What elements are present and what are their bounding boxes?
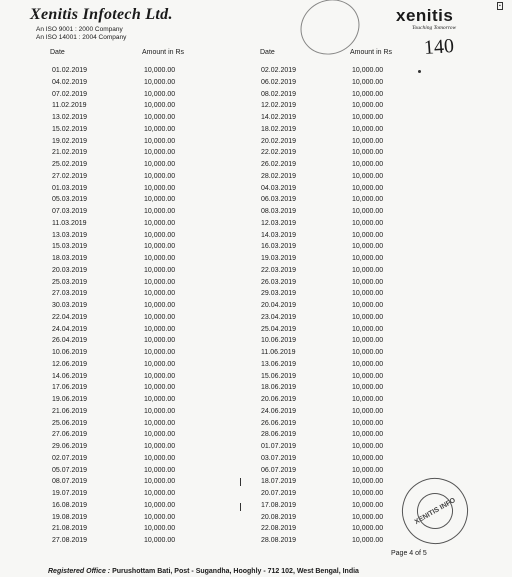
row-amount-1: 10,000.00 — [144, 231, 176, 239]
row-amount-1: 10,000.00 — [144, 243, 176, 251]
footer-address — [48, 568, 359, 575]
row-amount-1: 10,000.00 — [144, 525, 176, 533]
header-amount-2: Amount in Rs — [350, 49, 393, 56]
row-amount-2: 10,000.00 — [352, 466, 384, 474]
row-date-1: 04.02.2019 — [52, 78, 88, 86]
row-date-1: 08.07.2019 — [52, 478, 88, 486]
row-date-2: 15.06.2019 — [261, 372, 297, 380]
row-date-1: 20.03.2019 — [52, 266, 88, 274]
row-amount-1: 10,000.00 — [144, 184, 176, 192]
row-amount-1: 10,000.00 — [144, 431, 176, 439]
row-amount-1: 10,000.00 — [144, 208, 176, 215]
row-amount-1: 10,000.00 — [144, 466, 176, 474]
seal-inner-ring — [410, 486, 459, 535]
row-amount-2: 10,000.00 — [352, 396, 384, 403]
table-row — [0, 243, 512, 254]
row-amount-1: 10,000.00 — [144, 137, 176, 145]
logo-tagline: Touching Tomorrow — [412, 25, 457, 31]
row-amount-2: 10,000.00 — [352, 513, 384, 521]
iso-9001-line: An ISO 9001 : 2000 Company — [36, 26, 123, 33]
row-date-2: 20.02.2019 — [261, 137, 297, 145]
row-amount-2: 10,000.00 — [352, 149, 384, 157]
row-amount-2: 10,000.00 — [352, 125, 384, 133]
row-date-1: 19.08.2019 — [52, 513, 88, 521]
row-date-1: 27.06.2019 — [52, 431, 88, 439]
row-amount-1: 10,000.00 — [144, 501, 176, 509]
row-amount-1: 10,000.00 — [144, 266, 176, 274]
row-amount-2: 10,000.00 — [352, 407, 384, 415]
table-row — [0, 196, 512, 207]
row-amount-2: 10,000.00 — [352, 266, 384, 274]
page-number: Page 4 of 5 — [391, 550, 427, 557]
row-date-1: 07.02.2019 — [52, 90, 88, 98]
row-date-2: 23.04.2019 — [261, 313, 297, 321]
logo-badge: ▪ — [499, 3, 501, 9]
row-amount-2: 10,000.00 — [352, 67, 384, 74]
row-date-1: 05.03.2019 — [52, 196, 88, 204]
row-date-2: 18.07.2019 — [261, 478, 297, 486]
row-date-2: 06.07.2019 — [261, 466, 297, 474]
table-row — [0, 361, 512, 372]
row-amount-2: 10,000.00 — [352, 243, 384, 251]
row-date-2: 29.03.2019 — [261, 290, 297, 298]
row-date-2: 06.03.2019 — [261, 196, 297, 204]
row-amount-1: 10,000.00 — [144, 114, 176, 121]
row-amount-2: 10,000.00 — [352, 114, 384, 121]
row-amount-1: 10,000.00 — [144, 372, 176, 380]
row-date-2: 12.03.2019 — [261, 219, 297, 227]
table-row — [0, 431, 512, 442]
row-amount-2: 10,000.00 — [352, 78, 384, 86]
row-date-2: 26.06.2019 — [261, 419, 297, 427]
row-date-1: 27.08.2019 — [52, 537, 88, 544]
row-amount-1: 10,000.00 — [144, 255, 176, 262]
company-name: Xenitis Infotech Ltd. — [30, 6, 173, 23]
row-date-1: 30.03.2019 — [52, 302, 88, 309]
row-amount-1: 10,000.00 — [144, 196, 176, 204]
row-date-1: 27.02.2019 — [52, 172, 88, 180]
row-amount-2: 10,000.00 — [352, 372, 384, 380]
table-row — [0, 337, 512, 348]
table-row — [0, 443, 512, 454]
row-date-2: 25.04.2019 — [261, 325, 297, 333]
table-row — [0, 267, 512, 278]
row-amount-2: 10,000.00 — [352, 102, 384, 110]
row-date-2: 22.03.2019 — [261, 266, 297, 274]
row-amount-2: 10,000.00 — [352, 431, 384, 439]
row-date-2: 24.06.2019 — [261, 407, 297, 415]
row-amount-2: 10,000.00 — [352, 255, 384, 262]
row-amount-1: 10,000.00 — [144, 349, 176, 356]
row-amount-1: 10,000.00 — [144, 419, 176, 427]
row-amount-1: 10,000.00 — [144, 302, 176, 309]
seal-text: XENITIS INFO — [413, 496, 457, 526]
row-amount-2: 10,000.00 — [352, 90, 384, 98]
handwritten-number: 140 — [423, 34, 455, 60]
row-date-2: 03.07.2019 — [261, 454, 297, 462]
table-row — [0, 161, 512, 172]
row-amount-2: 10,000.00 — [352, 349, 384, 356]
row-amount-2: 10,000.00 — [352, 384, 384, 392]
table-row — [0, 326, 512, 337]
row-amount-1: 10,000.00 — [144, 149, 176, 157]
row-amount-1: 10,000.00 — [144, 219, 176, 227]
row-date-1: 21.08.2019 — [52, 525, 88, 533]
row-amount-2: 10,000.00 — [352, 337, 384, 345]
header-date-1: Date — [50, 49, 65, 56]
row-date-1: 22.04.2019 — [52, 313, 88, 321]
row-amount-2: 10,000.00 — [352, 501, 384, 509]
row-amount-1: 10,000.00 — [144, 67, 176, 74]
row-date-1: 11.02.2019 — [52, 102, 87, 110]
row-date-2: 17.08.2019 — [261, 501, 297, 509]
row-date-1: 07.03.2019 — [52, 208, 88, 215]
row-date-1: 25.06.2019 — [52, 419, 88, 427]
row-amount-1: 10,000.00 — [144, 443, 176, 450]
header-date-2: Date — [260, 49, 275, 56]
row-date-2: 14.03.2019 — [261, 231, 297, 239]
row-date-1: 25.02.2019 — [52, 161, 88, 168]
row-date-2: 28.08.2019 — [261, 537, 297, 544]
row-date-1: 18.03.2019 — [52, 255, 88, 262]
table-row — [0, 467, 512, 478]
row-date-2: 12.02.2019 — [261, 102, 297, 110]
row-date-2: 28.06.2019 — [261, 431, 297, 439]
row-date-2: 22.02.2019 — [261, 149, 297, 157]
table-row — [0, 149, 512, 160]
table-row — [0, 114, 512, 125]
row-amount-2: 10,000.00 — [352, 325, 384, 333]
row-date-1: 11.03.2019 — [52, 219, 87, 227]
row-date-1: 19.07.2019 — [52, 490, 88, 497]
header-amount-1: Amount in Rs — [142, 49, 185, 56]
row-amount-2: 10,000.00 — [352, 537, 384, 544]
table-row — [0, 208, 512, 219]
row-date-2: 14.02.2019 — [261, 114, 297, 121]
row-date-1: 19.02.2019 — [52, 137, 88, 145]
table-row — [0, 173, 512, 184]
row-date-2: 18.02.2019 — [261, 125, 297, 133]
row-date-2: 20.08.2019 — [261, 513, 297, 521]
row-amount-2: 10,000.00 — [352, 302, 384, 309]
row-date-2: 04.03.2019 — [261, 184, 297, 192]
row-date-1: 19.06.2019 — [52, 396, 88, 403]
row-amount-1: 10,000.00 — [144, 161, 176, 168]
row-amount-1: 10,000.00 — [144, 102, 176, 110]
table-row — [0, 220, 512, 231]
row-amount-1: 10,000.00 — [144, 90, 176, 98]
row-date-1: 21.02.2019 — [52, 149, 88, 157]
table-row — [0, 126, 512, 137]
row-amount-2: 10,000.00 — [352, 454, 384, 462]
table-row — [0, 102, 512, 113]
table-row — [0, 185, 512, 196]
table-row — [0, 91, 512, 102]
iso-14001-line: An ISO 14001 : 2004 Company — [36, 34, 127, 41]
table-row — [0, 232, 512, 243]
ink-mark — [240, 478, 241, 486]
row-date-2: 19.03.2019 — [261, 255, 297, 262]
table-row — [0, 455, 512, 466]
row-date-1: 27.03.2019 — [52, 290, 88, 298]
row-date-2: 16.03.2019 — [261, 243, 297, 251]
row-amount-1: 10,000.00 — [144, 325, 176, 333]
row-date-2: 26.03.2019 — [261, 278, 297, 286]
row-amount-1: 10,000.00 — [144, 513, 176, 521]
row-amount-1: 10,000.00 — [144, 407, 176, 415]
row-date-1: 15.03.2019 — [52, 243, 88, 251]
row-amount-1: 10,000.00 — [144, 78, 176, 86]
row-amount-2: 10,000.00 — [352, 525, 384, 533]
row-amount-1: 10,000.00 — [144, 454, 176, 462]
row-amount-1: 10,000.00 — [144, 278, 176, 286]
row-date-2: 22.08.2019 — [261, 525, 297, 533]
ink-mark — [240, 503, 241, 511]
table-row — [0, 302, 512, 313]
table-row — [0, 349, 512, 360]
row-date-1: 05.07.2019 — [52, 466, 88, 474]
row-date-2: 13.06.2019 — [261, 360, 297, 368]
row-date-1: 13.03.2019 — [52, 231, 88, 239]
row-amount-1: 10,000.00 — [144, 478, 176, 486]
row-date-2: 11.06.2019 — [261, 349, 296, 356]
row-amount-2: 10,000.00 — [352, 137, 384, 145]
row-date-2: 02.02.2019 — [261, 67, 297, 74]
row-amount-2: 10,000.00 — [352, 419, 384, 427]
xenitis-logo: xenitis — [396, 6, 454, 25]
table-row — [0, 79, 512, 90]
row-amount-2: 10,000.00 — [352, 478, 384, 486]
row-amount-2: 10,000.00 — [352, 161, 384, 168]
table-row — [0, 138, 512, 149]
row-date-2: 20.07.2019 — [261, 490, 297, 497]
row-amount-2: 10,000.00 — [352, 184, 384, 192]
row-amount-2: 10,000.00 — [352, 290, 384, 298]
row-date-1: 17.06.2019 — [52, 384, 88, 392]
row-date-1: 26.04.2019 — [52, 337, 88, 345]
row-date-2: 06.02.2019 — [261, 78, 297, 86]
row-amount-2: 10,000.00 — [352, 360, 384, 368]
row-date-2: 20.06.2019 — [261, 396, 297, 403]
row-date-1: 02.07.2019 — [52, 454, 88, 462]
footer-address-text: Purushottam Bati, Post - Sugandha, Hooghly - 712 102, West Bengal, India — [112, 568, 359, 575]
table-row — [0, 290, 512, 301]
row-amount-1: 10,000.00 — [144, 537, 176, 544]
row-date-1: 16.08.2019 — [52, 501, 88, 509]
row-amount-1: 10,000.00 — [144, 360, 176, 368]
row-date-2: 08.02.2019 — [261, 90, 297, 98]
row-date-1: 15.02.2019 — [52, 125, 88, 133]
row-date-1: 29.06.2019 — [52, 443, 88, 450]
row-date-1: 13.02.2019 — [52, 114, 88, 121]
table-row — [0, 67, 512, 78]
table-row — [0, 384, 512, 395]
table-row — [0, 373, 512, 384]
row-date-1: 10.06.2019 — [52, 349, 88, 356]
footer-label: Registered Office : — [48, 568, 111, 575]
row-date-2: 28.02.2019 — [261, 172, 297, 180]
row-amount-1: 10,000.00 — [144, 290, 176, 298]
row-amount-1: 10,000.00 — [144, 313, 176, 321]
row-date-2: 01.07.2019 — [261, 443, 297, 450]
row-amount-2: 10,000.00 — [352, 231, 384, 239]
row-date-1: 24.04.2019 — [52, 325, 88, 333]
row-date-1: 25.03.2019 — [52, 278, 88, 286]
row-date-1: 01.02.2019 — [52, 67, 88, 74]
row-amount-2: 10,000.00 — [352, 278, 384, 286]
row-date-2: 10.06.2019 — [261, 337, 297, 345]
row-amount-2: 10,000.00 — [352, 313, 384, 321]
row-date-1: 12.06.2019 — [52, 360, 88, 368]
row-amount-2: 10,000.00 — [352, 443, 384, 450]
row-amount-1: 10,000.00 — [144, 490, 176, 497]
table-row — [0, 255, 512, 266]
row-date-1: 01.03.2019 — [52, 184, 88, 192]
row-amount-1: 10,000.00 — [144, 172, 176, 180]
ink-dot — [418, 70, 421, 73]
row-amount-2: 10,000.00 — [352, 219, 384, 227]
row-amount-1: 10,000.00 — [144, 384, 176, 392]
row-date-1: 14.06.2019 — [52, 372, 88, 380]
row-amount-2: 10,000.00 — [352, 196, 384, 204]
table-row — [0, 420, 512, 431]
table-row — [0, 396, 512, 407]
row-date-1: 21.06.2019 — [52, 407, 88, 415]
row-date-2: 26.02.2019 — [261, 161, 297, 168]
row-date-2: 08.03.2019 — [261, 208, 297, 215]
table-row — [0, 279, 512, 290]
row-amount-1: 10,000.00 — [144, 337, 176, 345]
row-amount-1: 10,000.00 — [144, 125, 176, 133]
row-amount-2: 10,000.00 — [352, 490, 384, 497]
row-date-2: 20.04.2019 — [261, 302, 297, 309]
row-amount-2: 10,000.00 — [352, 172, 384, 180]
table-row — [0, 408, 512, 419]
table-row — [0, 314, 512, 325]
row-amount-1: 10,000.00 — [144, 396, 176, 403]
row-amount-2: 10,000.00 — [352, 208, 384, 215]
row-date-2: 18.06.2019 — [261, 384, 297, 392]
